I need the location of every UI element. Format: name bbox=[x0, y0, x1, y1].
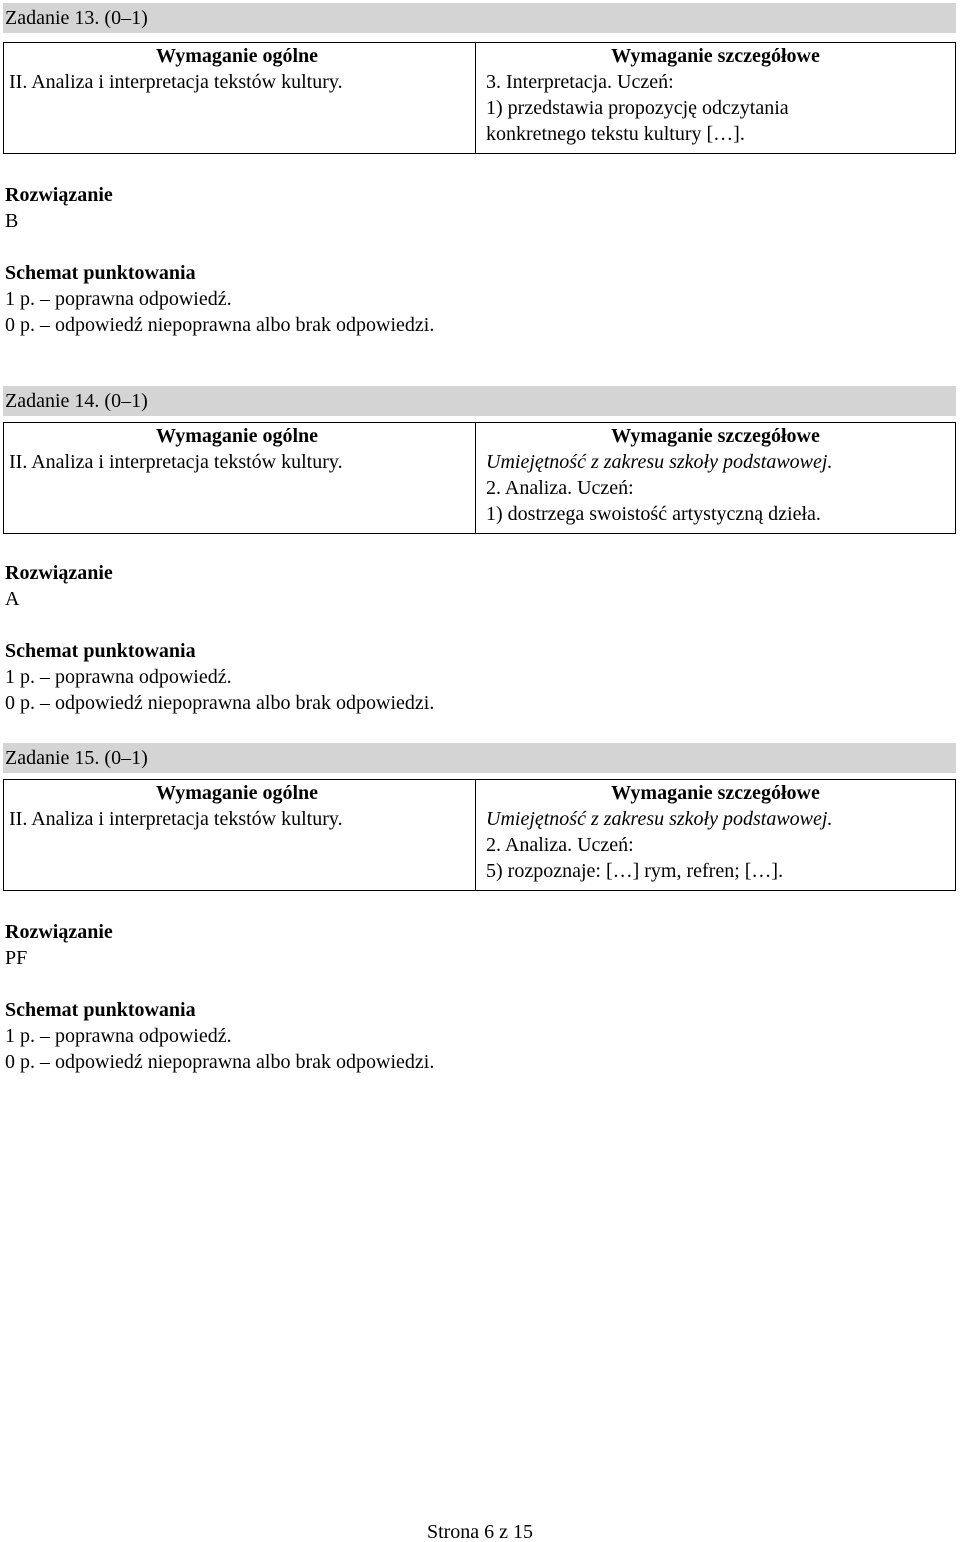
detailed-requirement-line: 5) rozpoznaje: […] rym, refren; […]. bbox=[486, 860, 784, 882]
solution-answer: B bbox=[5, 210, 19, 232]
solution-section bbox=[3, 182, 956, 234]
detailed-requirement-line: 3. Interpretacja. Uczeń: bbox=[486, 71, 674, 93]
score-1-point: 1 p. – poprawna odpowiedź. bbox=[5, 1025, 232, 1047]
scoring-label: Schemat punktowania bbox=[5, 262, 196, 284]
score-0-points: 0 p. – odpowiedź niepoprawna albo brak odpowiedzi. bbox=[5, 692, 435, 714]
task-13 bbox=[3, 3, 956, 338]
detailed-requirement-heading: Wymaganie szczegółowe bbox=[611, 425, 820, 447]
solution-answer: PF bbox=[5, 947, 28, 969]
general-requirement-cell bbox=[4, 423, 476, 534]
score-1-point: 1 p. – poprawna odpowiedź. bbox=[5, 666, 232, 688]
page-number: Strona 6 z 15 bbox=[426, 1521, 534, 1542]
general-requirement-text: II. Analiza i interpretacja tekstów kultury. bbox=[9, 71, 343, 93]
task-header: Zadanie 13. (0–1) bbox=[3, 3, 956, 33]
requirements-table bbox=[3, 42, 956, 154]
detailed-requirement-heading: Wymaganie szczegółowe bbox=[611, 45, 820, 67]
task-header: Zadanie 15. (0–1) bbox=[3, 743, 956, 773]
detailed-requirement-line: 1) przedstawia propozycję odczytania bbox=[486, 97, 789, 119]
general-requirement-cell bbox=[4, 780, 476, 891]
score-0-points: 0 p. – odpowiedź niepoprawna albo brak odpowiedzi. bbox=[5, 1051, 435, 1073]
detailed-requirement-line: konkretnego tekstu kultury […]. bbox=[486, 123, 745, 145]
solution-section bbox=[3, 560, 956, 612]
detailed-requirement-line: 2. Analiza. Uczeń: bbox=[486, 834, 634, 856]
detailed-requirement-cell bbox=[476, 43, 956, 154]
scoring-section bbox=[3, 260, 956, 338]
solution-label: Rozwiązanie bbox=[5, 921, 113, 943]
general-requirement-heading: Wymaganie ogólne bbox=[155, 782, 319, 804]
task-header: Zadanie 14. (0–1) bbox=[3, 386, 956, 416]
score-0-points: 0 p. – odpowiedź niepoprawna albo brak odpowiedzi. bbox=[5, 314, 435, 336]
general-requirement-text: II. Analiza i interpretacja tekstów kultury. bbox=[9, 808, 343, 830]
detailed-requirement-line: 2. Analiza. Uczeń: bbox=[486, 477, 634, 499]
solution-label: Rozwiązanie bbox=[5, 184, 113, 206]
general-requirement-heading: Wymaganie ogólne bbox=[155, 45, 319, 67]
detailed-requirement-note: Umiejętność z zakresu szkoły podstawowej. bbox=[486, 808, 833, 830]
task-15 bbox=[3, 743, 956, 1075]
scoring-section bbox=[3, 638, 956, 716]
scoring-section bbox=[3, 997, 956, 1075]
detailed-requirement-note: Umiejętność z zakresu szkoły podstawowej. bbox=[486, 451, 833, 473]
detailed-requirement-cell bbox=[476, 780, 956, 891]
solution-label: Rozwiązanie bbox=[5, 562, 113, 584]
solution-answer: A bbox=[5, 588, 20, 610]
scoring-label: Schemat punktowania bbox=[5, 999, 196, 1021]
general-requirement-heading: Wymaganie ogólne bbox=[155, 425, 319, 447]
solution-section bbox=[3, 919, 956, 971]
requirements-table bbox=[3, 779, 956, 891]
detailed-requirement-line: 1) dostrzega swoistość artystyczną dzieła. bbox=[486, 503, 821, 525]
requirements-table bbox=[3, 422, 956, 534]
detailed-requirement-heading: Wymaganie szczegółowe bbox=[611, 782, 820, 804]
general-requirement-cell bbox=[4, 43, 476, 154]
detailed-requirement-cell bbox=[476, 423, 956, 534]
scoring-label: Schemat punktowania bbox=[5, 640, 196, 662]
general-requirement-text: II. Analiza i interpretacja tekstów kultury. bbox=[9, 451, 343, 473]
task-14 bbox=[3, 386, 956, 716]
score-1-point: 1 p. – poprawna odpowiedź. bbox=[5, 288, 232, 310]
